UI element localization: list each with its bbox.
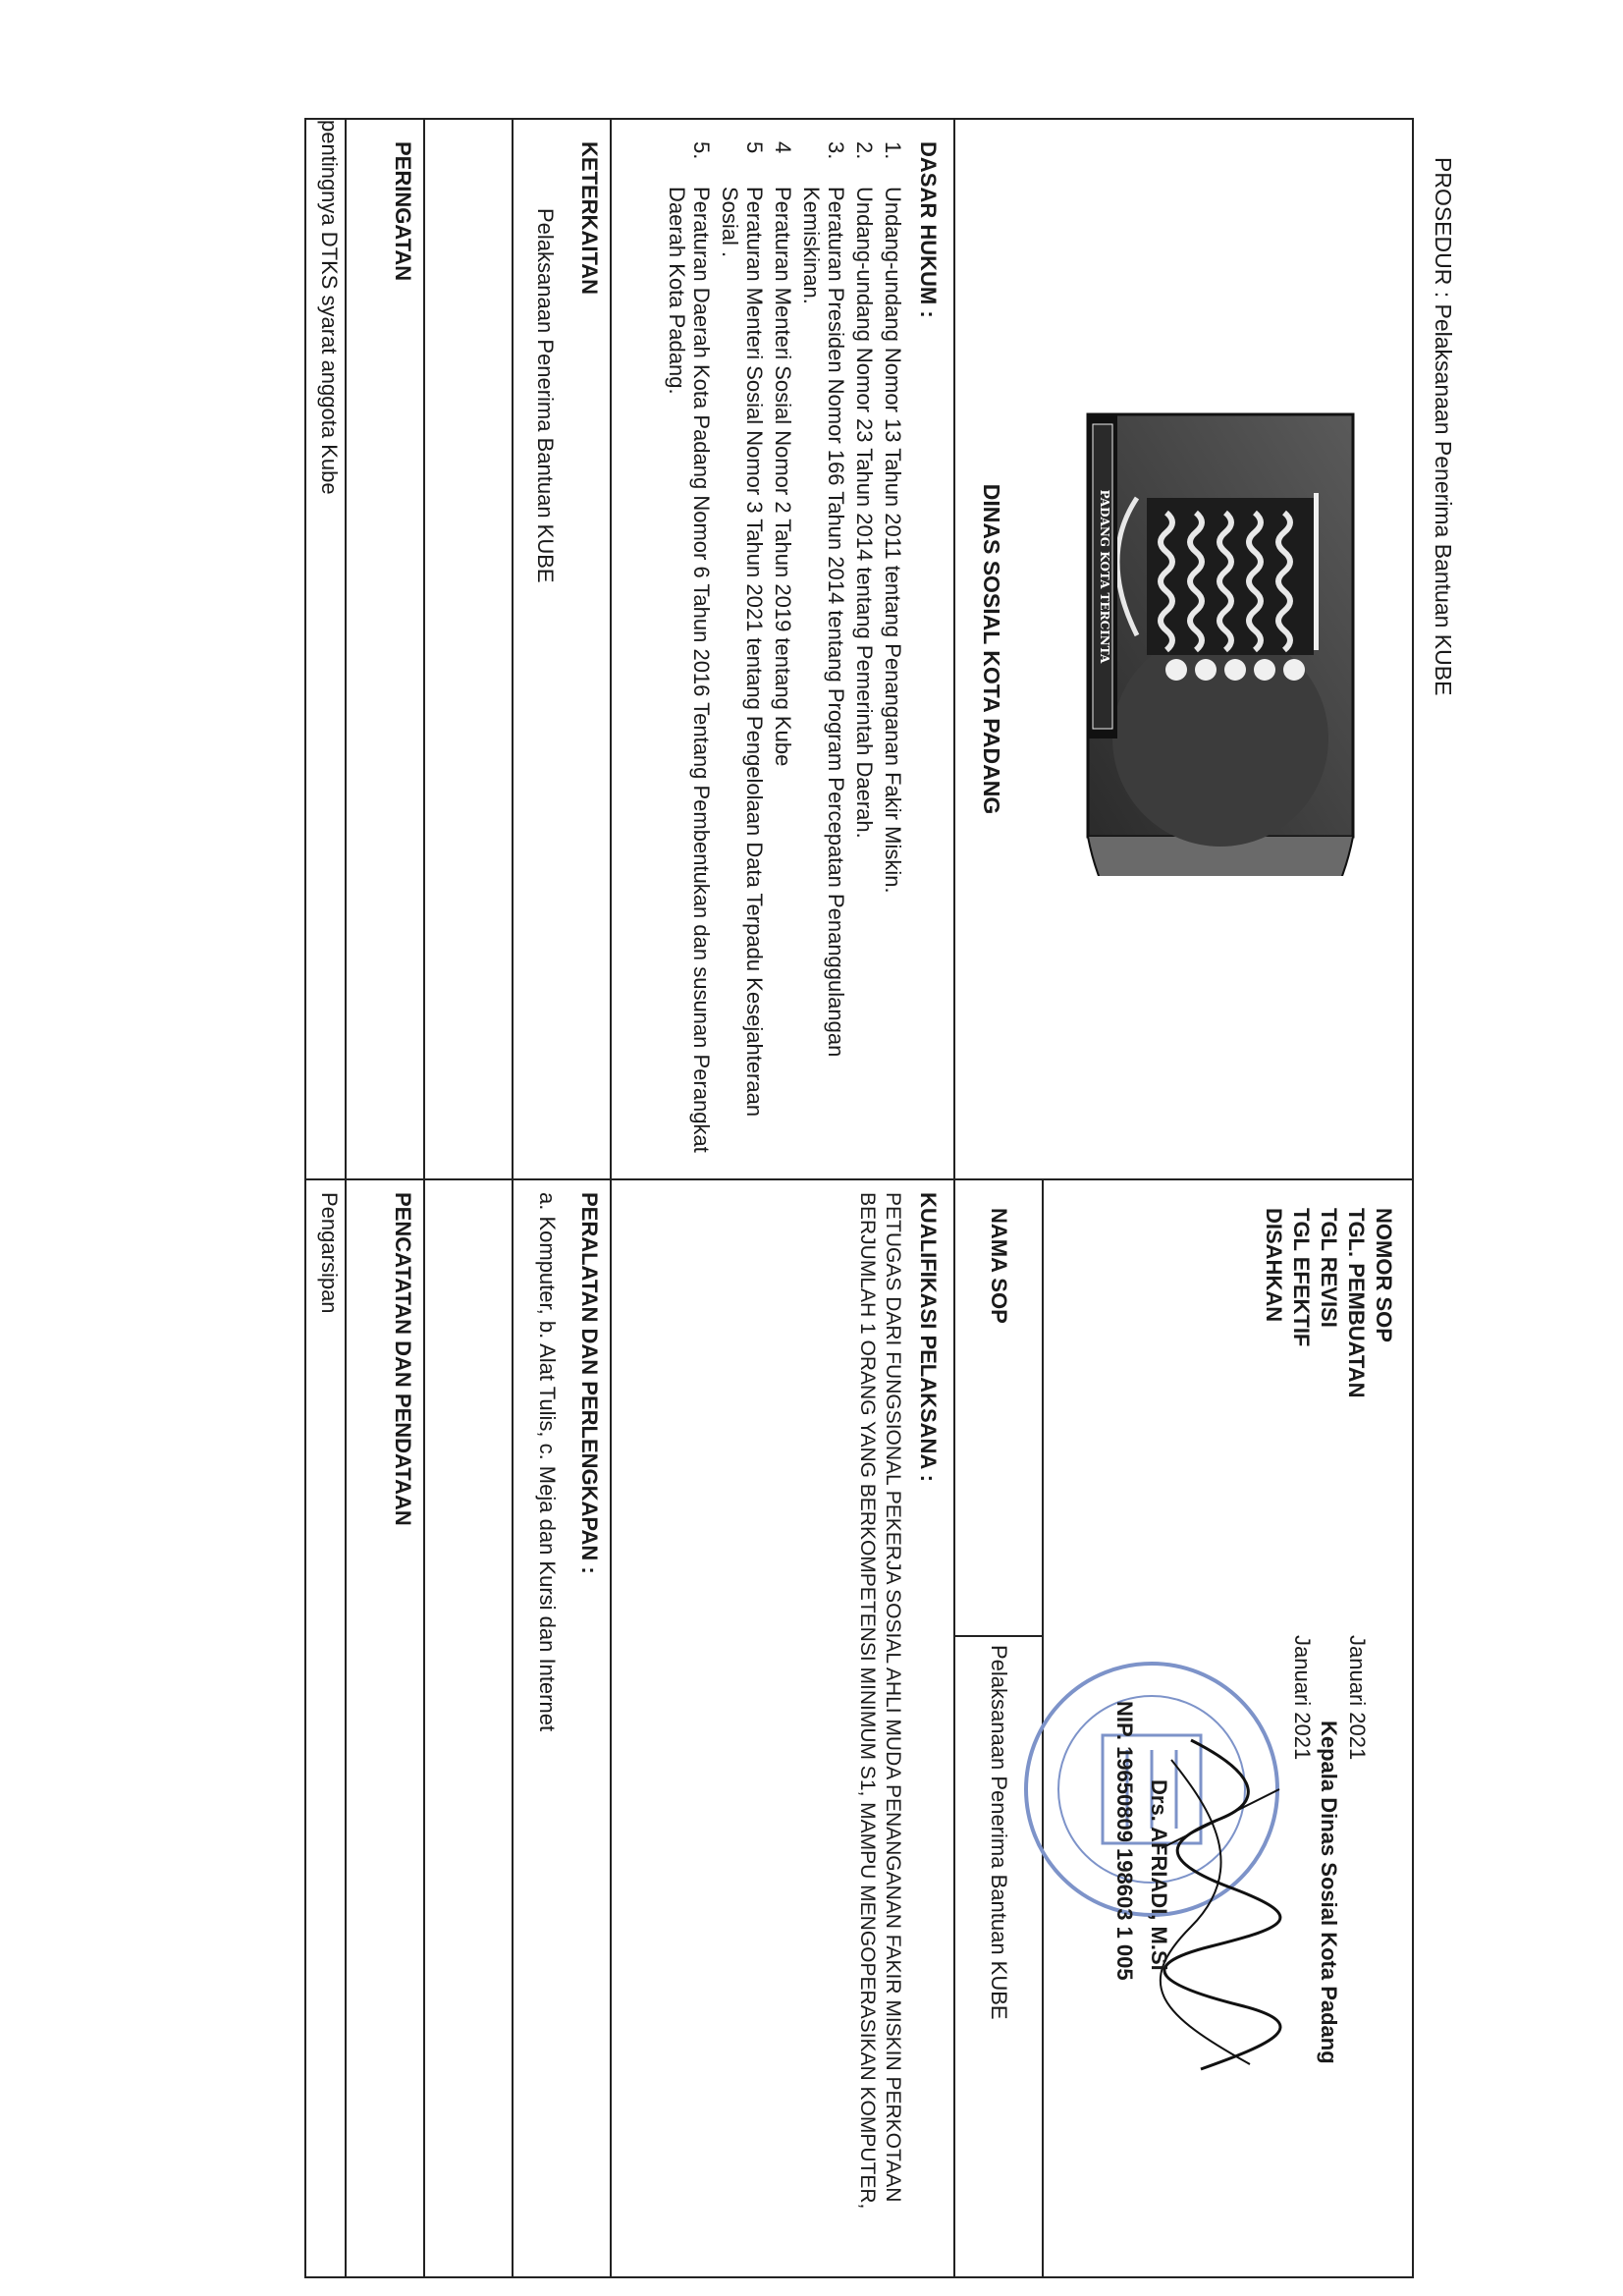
label-tgl-efektif: TGL EFEKTIF	[1289, 1208, 1314, 1347]
row-divider	[345, 120, 347, 2276]
city-logo	[1078, 405, 1373, 876]
list-item: 4 Peraturan Menteri Sosial Nomor 2 Tahun 2019 tentang Kube	[771, 141, 795, 767]
nama-sop-value: Pelaksanaan Penerima Bantuan KUBE	[987, 1645, 1011, 2020]
peralatan-text: a. Komputer, b. Alat Tulis, c. Meja dan Kursi dan Internet	[535, 1192, 560, 1732]
column-divider	[955, 1635, 1044, 1637]
label-tgl-pembuatan: TGL. PEMBUATAN	[1344, 1208, 1369, 1398]
peralatan-heading: PERALATAN DAN PERLENGKAPAN :	[577, 1192, 602, 1574]
kualifikasi-text: PETUGAS DARI FUNGSIONAL PEKERJA SOSIAL AHLI MUDA PENANGANAN FAKIR MISKIN PERKOTAAN BERJUMLAH 1 ORANG YANG BERKOMPETENSI MINIMUM S1, MAMPU MENGOPERASIKAN KOMPUTER,	[856, 1192, 904, 2210]
signatory-name: Drs. AFRIADI, M.Si	[1147, 1779, 1171, 1971]
row-divider	[512, 120, 514, 2276]
agency-name: DINAS SOSIAL KOTA PADANG	[979, 483, 1004, 815]
document-title: PROSEDUR : Pelaksanaan Penerima Bantuan KUBE	[1431, 157, 1456, 696]
nama-sop-label: NAMA SOP	[987, 1208, 1011, 1324]
pencatatan-text: Pengarsipan	[317, 1192, 342, 1314]
dasar-hukum-heading: DASAR HUKUM :	[916, 141, 941, 318]
label-disahkan: DISAHKAN	[1262, 1208, 1286, 1323]
list-item: 5. Peraturan Daerah Kota Padang Nomor 6 Tahun 2016 Tentang Pembentukan dan susunan Perangkat Daerah Kota Padang.	[665, 141, 714, 1153]
dasar-hukum-section	[661, 141, 941, 1173]
kualifikasi-section	[854, 1192, 941, 2268]
logo-banner-text: PADANG KOTA TERCINTA	[1098, 489, 1111, 664]
value-tgl-efektif: Januari 2021	[1290, 1635, 1315, 1761]
list-item: 2. Undang-undang Nomor 23 Tahun 2014 tentang Pemerintah Daerah.	[852, 141, 877, 839]
list-item: 3. Peraturan Presiden Nomor 166 Tahun 2014 tentang Program Percepatan Penanggulangan Kemiskinan.	[799, 141, 848, 1058]
kualifikasi-heading: KUALIFIKASI PELAKSANA :	[916, 1192, 941, 1482]
sop-sheet	[290, 118, 1468, 2278]
label-tgl-revisi: TGL REVISI	[1317, 1208, 1341, 1328]
label-nomor-sop: NOMOR SOP	[1372, 1208, 1396, 1342]
list-item: 5 Peraturan Menteri Sosial Nomor 3 Tahun 2021 tentang Pengelolaan Data Terpadu Kesejahteraan Sosial .	[718, 141, 767, 1118]
keterkaitan-text: Pelaksanaan Penerima Bantuan KUBE	[533, 208, 558, 583]
row-divider	[953, 120, 955, 2276]
row-divider	[610, 120, 612, 2276]
signatory-nip: NIP. 19650809 198603 1 005	[1112, 1701, 1137, 1981]
meta-labels	[1260, 1208, 1397, 1503]
peringatan-text: pentingnya DTKS syarat anggota Kube	[317, 120, 342, 495]
signatory-position: Kepala Dinas Sosial Kota Padang	[1317, 1721, 1341, 2064]
peringatan-heading: PERINGATAN	[391, 141, 415, 282]
sop-table	[304, 118, 1414, 2278]
keterkaitan-heading: KETERKAITAN	[577, 141, 602, 296]
value-tgl-pembuatan: Januari 2021	[1345, 1635, 1370, 1761]
row-divider	[423, 120, 425, 2276]
pencatatan-heading: PENCATATAN DAN PENDATAAN	[391, 1192, 415, 1526]
column-divider	[306, 1178, 1412, 1180]
list-item: 1. Undang-undang Nomor 13 Tahun 2011 tentang Penanganan Fakir Miskin.	[881, 141, 905, 894]
dasar-hukum-list	[665, 141, 905, 1173]
